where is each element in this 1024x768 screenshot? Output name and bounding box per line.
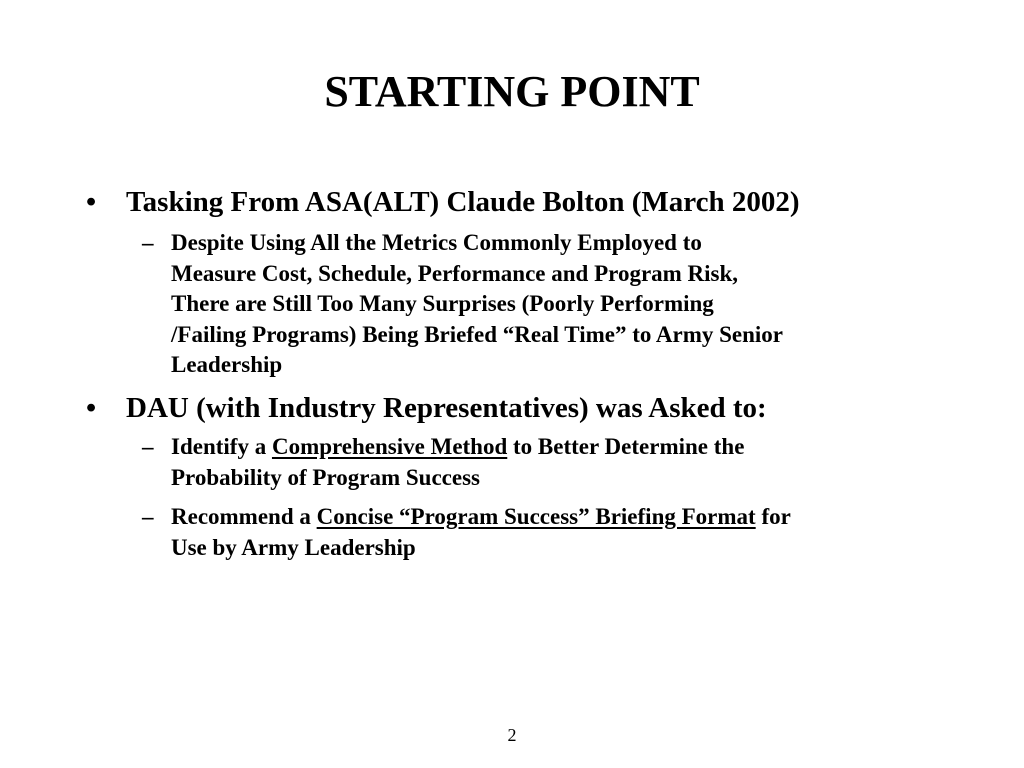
bullet-text: DAU (with Industry Representatives) was Asked to: [126,392,767,424]
underlined-text: Comprehensive Method [271,434,508,459]
dash-icon: – [142,230,154,255]
text-segment: to Better Determine the [507,434,745,459]
sub-bullet-text [171,432,744,493]
sub-bullet-text [171,228,783,381]
dash-icon: – [142,504,154,529]
sub-bullet-text [171,502,791,563]
text-line: There are Still Too Many Surprises (Poorly Performing [171,291,714,316]
text-line: Despite Using All the Metrics Commonly Employed to [171,230,702,255]
underlined-text: Concise “Program Success” Briefing Format [316,504,756,529]
text-segment: Identify a [171,434,272,459]
text-line [171,502,791,533]
text-line: Measure Cost, Schedule, Performance and Program Risk, [171,260,739,286]
bullet-icon: • [86,186,97,218]
text-line: Use by Army Leadership [171,534,416,560]
slide-title: STARTING POINT [324,67,700,116]
text-segment: Recommend a [171,504,317,529]
bullet-icon: • [86,392,97,424]
text-line: Leadership [171,352,283,377]
text-line [171,432,744,463]
text-line: /Failing Programs) Being Briefed “Real Time” to Army Senior [171,321,783,347]
bullet-text: Tasking From ASA(ALT) Claude Bolton (March 2002) [126,186,800,218]
dash-icon: – [142,434,154,459]
text-segment: for [755,504,791,529]
page-number: 2 [507,725,517,745]
text-line: Probability of Program Success [171,464,480,490]
